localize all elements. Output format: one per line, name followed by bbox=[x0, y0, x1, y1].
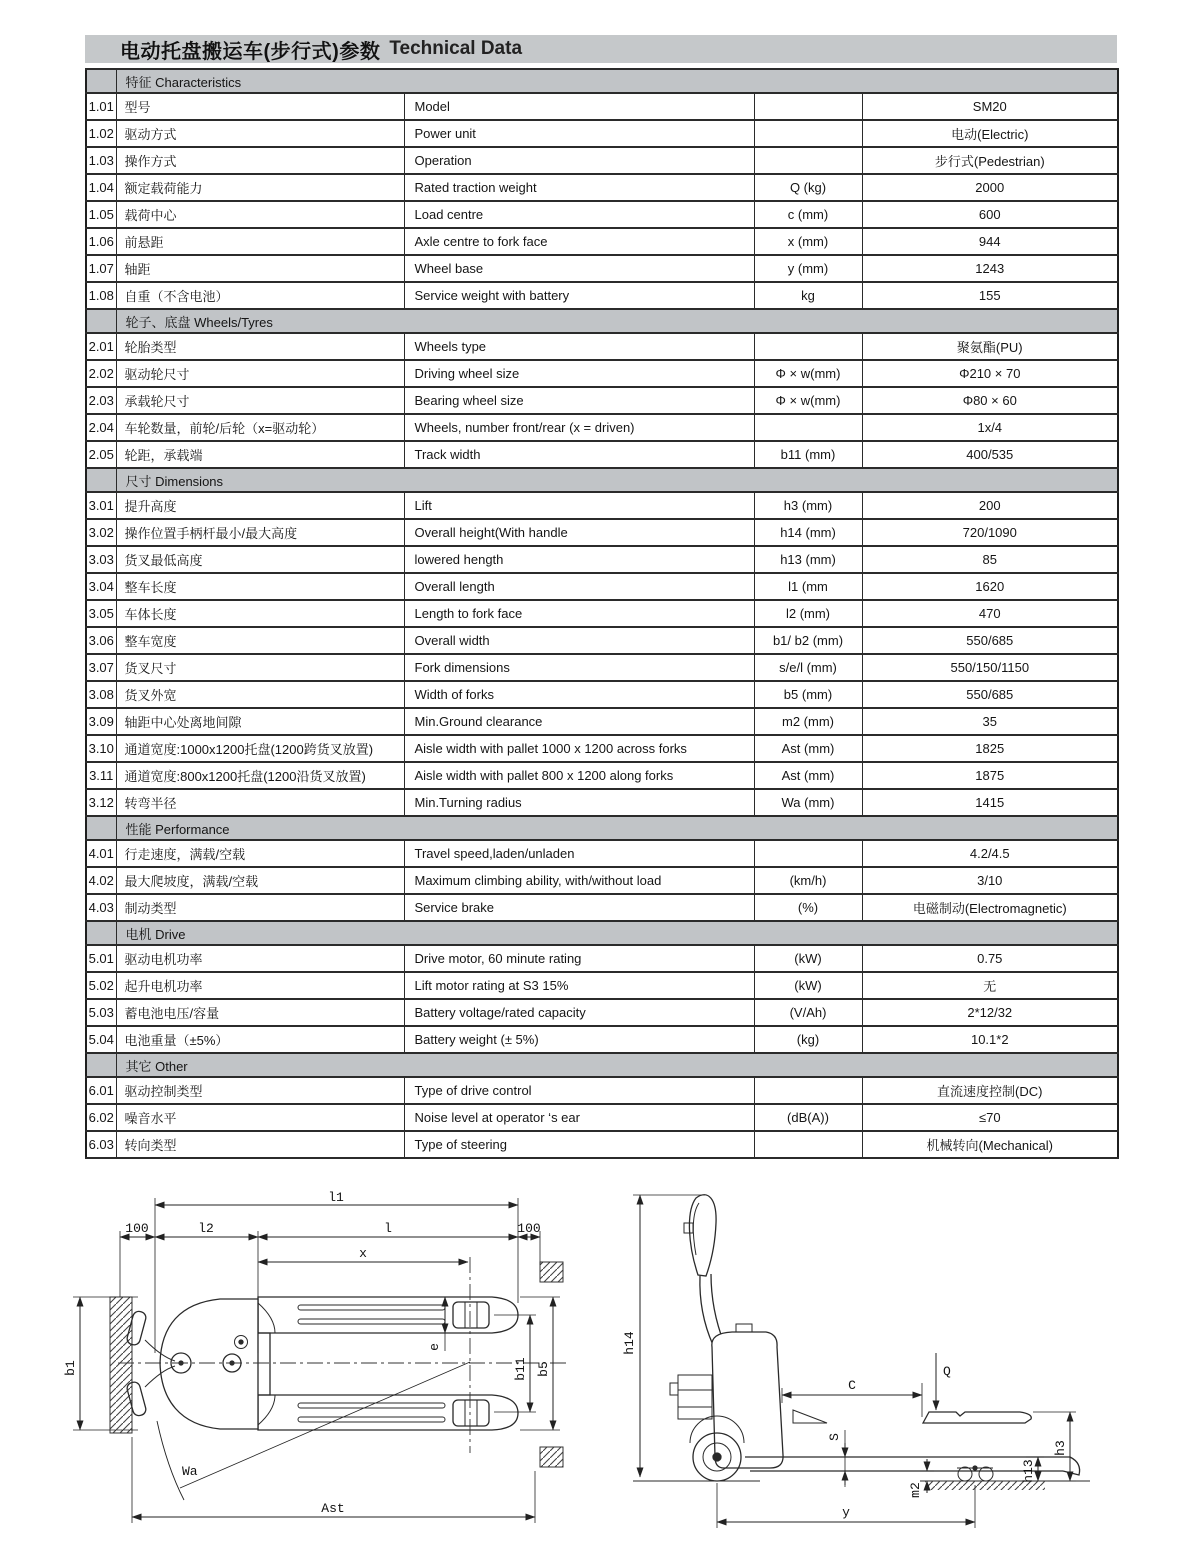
spec-row bbox=[86, 600, 1118, 627]
section-header-row bbox=[86, 1053, 1118, 1077]
unit-cell: (kg) bbox=[754, 1026, 862, 1053]
row-number-cell: 1.05 bbox=[86, 201, 116, 228]
load-wheel-bottom bbox=[453, 1400, 489, 1426]
name-zh-cell: 轮距，承载端 bbox=[116, 441, 404, 468]
spec-row bbox=[86, 1077, 1118, 1104]
row-number-cell: 3.04 bbox=[86, 573, 116, 600]
control-box bbox=[678, 1375, 712, 1419]
spec-row bbox=[86, 201, 1118, 228]
value-cell: 10.1*2 bbox=[862, 1026, 1118, 1053]
spec-row bbox=[86, 627, 1118, 654]
dim-label-b5: b5 bbox=[536, 1361, 551, 1377]
value-cell: 470 bbox=[862, 600, 1118, 627]
row-number-cell: 6.01 bbox=[86, 1077, 116, 1104]
row-number-cell: 1.08 bbox=[86, 282, 116, 309]
top-view-drawing bbox=[60, 1185, 620, 1560]
row-number-cell: 3.06 bbox=[86, 627, 116, 654]
value-cell: 400/535 bbox=[862, 441, 1118, 468]
name-en-cell: Track width bbox=[404, 441, 754, 468]
side-view-labels bbox=[622, 1331, 1068, 1520]
name-zh-cell: 前悬距 bbox=[116, 228, 404, 255]
wall-hatch-left bbox=[110, 1297, 132, 1433]
name-en-cell: Overall height(With handle bbox=[404, 519, 754, 546]
value-cell: 600 bbox=[862, 201, 1118, 228]
name-en-cell: Battery weight (± 5%) bbox=[404, 1026, 754, 1053]
unit-cell bbox=[754, 93, 862, 120]
name-zh-cell: 货叉最低高度 bbox=[116, 546, 404, 573]
spec-row bbox=[86, 147, 1118, 174]
name-zh-cell: 车体长度 bbox=[116, 600, 404, 627]
value-cell: Φ80 × 60 bbox=[862, 387, 1118, 414]
value-cell: 550/685 bbox=[862, 627, 1118, 654]
value-cell: 0.75 bbox=[862, 945, 1118, 972]
name-zh-cell: 制动类型 bbox=[116, 894, 404, 921]
unit-cell: Φ × w(mm) bbox=[754, 360, 862, 387]
spec-row bbox=[86, 972, 1118, 999]
dim-label-100-left: 100 bbox=[125, 1221, 149, 1236]
unit-cell: Φ × w(mm) bbox=[754, 387, 862, 414]
title-bar bbox=[85, 35, 1117, 63]
unit-cell: c (mm) bbox=[754, 201, 862, 228]
dim-label-h14: h14 bbox=[622, 1331, 637, 1355]
dim-label-y: y bbox=[842, 1505, 850, 1520]
value-cell: 1825 bbox=[862, 735, 1118, 762]
value-cell: 550/685 bbox=[862, 681, 1118, 708]
spec-row bbox=[86, 1026, 1118, 1053]
spec-row bbox=[86, 174, 1118, 201]
section-header-label: 轮子、底盘 Wheels/Tyres bbox=[116, 309, 1118, 333]
name-en-cell: Aisle width with pallet 1000 x 1200 across forks bbox=[404, 735, 754, 762]
dim-label-b1: b1 bbox=[63, 1360, 78, 1376]
name-en-cell: Noise level at operator ‘s ear bbox=[404, 1104, 754, 1131]
value-cell: 机械转向(Mechanical) bbox=[862, 1131, 1118, 1158]
spec-row bbox=[86, 894, 1118, 921]
name-en-cell: Type of drive control bbox=[404, 1077, 754, 1104]
name-zh-cell: 行走速度，满载/空载 bbox=[116, 840, 404, 867]
section-header-spacer bbox=[86, 69, 116, 93]
name-zh-cell: 噪音水平 bbox=[116, 1104, 404, 1131]
row-number-cell: 3.02 bbox=[86, 519, 116, 546]
value-cell: 4.2/4.5 bbox=[862, 840, 1118, 867]
unit-cell: Ast (mm) bbox=[754, 762, 862, 789]
spec-row bbox=[86, 441, 1118, 468]
row-number-cell: 3.08 bbox=[86, 681, 116, 708]
dim-label-b11: b11 bbox=[513, 1357, 528, 1381]
name-en-cell: Lift motor rating at S3 15% bbox=[404, 972, 754, 999]
unit-cell: (V/Ah) bbox=[754, 999, 862, 1026]
name-zh-cell: 驱动控制类型 bbox=[116, 1077, 404, 1104]
unit-cell bbox=[754, 414, 862, 441]
row-number-cell: 2.01 bbox=[86, 333, 116, 360]
name-zh-cell: 轮胎类型 bbox=[116, 333, 404, 360]
row-number-cell: 3.11 bbox=[86, 762, 116, 789]
name-en-cell: Axle centre to fork face bbox=[404, 228, 754, 255]
unit-cell: s/e/l (mm) bbox=[754, 654, 862, 681]
section-header-row bbox=[86, 69, 1118, 93]
value-cell: 85 bbox=[862, 546, 1118, 573]
spec-row bbox=[86, 387, 1118, 414]
name-en-cell: Wheels type bbox=[404, 333, 754, 360]
dim-label-l2: l2 bbox=[198, 1221, 214, 1236]
row-number-cell: 3.07 bbox=[86, 654, 116, 681]
dim-label-h13: h13 bbox=[1021, 1459, 1036, 1483]
name-en-cell: Min.Turning radius bbox=[404, 789, 754, 816]
name-en-cell: Lift bbox=[404, 492, 754, 519]
row-number-cell: 2.05 bbox=[86, 441, 116, 468]
row-number-cell: 1.04 bbox=[86, 174, 116, 201]
name-en-cell: Service weight with battery bbox=[404, 282, 754, 309]
unit-cell bbox=[754, 840, 862, 867]
section-header-label: 电机 Drive bbox=[116, 921, 1118, 945]
chassis-body bbox=[712, 1332, 783, 1468]
section-header-label: 性能 Performance bbox=[116, 816, 1118, 840]
row-number-cell: 1.02 bbox=[86, 120, 116, 147]
value-cell: 720/1090 bbox=[862, 519, 1118, 546]
name-zh-cell: 轴距 bbox=[116, 255, 404, 282]
spec-row bbox=[86, 708, 1118, 735]
dim-label-ast: Ast bbox=[321, 1501, 345, 1516]
name-zh-cell: 轴距中心处离地间隙 bbox=[116, 708, 404, 735]
value-cell: 1415 bbox=[862, 789, 1118, 816]
name-zh-cell: 蓄电池电压/容量 bbox=[116, 999, 404, 1026]
fork-gusset bbox=[793, 1410, 827, 1423]
name-zh-cell: 操作方式 bbox=[116, 147, 404, 174]
spec-row bbox=[86, 492, 1118, 519]
unit-cell: (kW) bbox=[754, 972, 862, 999]
raised-fork-profile bbox=[923, 1412, 1031, 1423]
dim-label-x: x bbox=[359, 1246, 367, 1261]
name-zh-cell: 通道宽度:800x1200托盘(1200沿货叉放置) bbox=[116, 762, 404, 789]
value-cell: 1x/4 bbox=[862, 414, 1118, 441]
dim-label-l1: l1 bbox=[328, 1190, 344, 1205]
name-en-cell: Model bbox=[404, 93, 754, 120]
top-view-labels bbox=[63, 1190, 551, 1516]
row-number-cell: 5.03 bbox=[86, 999, 116, 1026]
row-number-cell: 5.02 bbox=[86, 972, 116, 999]
unit-cell: x (mm) bbox=[754, 228, 862, 255]
dim-label-e: e bbox=[427, 1343, 442, 1351]
spec-row bbox=[86, 414, 1118, 441]
spec-row bbox=[86, 255, 1118, 282]
dim-label-q: Q bbox=[943, 1364, 951, 1379]
section-header-label: 特征 Characteristics bbox=[116, 69, 1118, 93]
row-number-cell: 3.05 bbox=[86, 600, 116, 627]
dim-label-l: l bbox=[384, 1221, 392, 1236]
spec-row bbox=[86, 228, 1118, 255]
name-zh-cell: 自重（不含电池） bbox=[116, 282, 404, 309]
spec-row bbox=[86, 93, 1118, 120]
row-number-cell: 1.03 bbox=[86, 147, 116, 174]
wall-hatch-top-right bbox=[540, 1262, 563, 1282]
unit-cell: kg bbox=[754, 282, 862, 309]
name-zh-cell: 型号 bbox=[116, 93, 404, 120]
spec-row bbox=[86, 945, 1118, 972]
section-header-spacer bbox=[86, 921, 116, 945]
spec-row bbox=[86, 867, 1118, 894]
dim-label-wa: Wa bbox=[182, 1464, 198, 1479]
name-en-cell: Width of forks bbox=[404, 681, 754, 708]
name-en-cell: Service brake bbox=[404, 894, 754, 921]
unit-cell: (km/h) bbox=[754, 867, 862, 894]
value-cell: 电磁制动(Electromagnetic) bbox=[862, 894, 1118, 921]
row-number-cell: 3.10 bbox=[86, 735, 116, 762]
spec-row bbox=[86, 789, 1118, 816]
unit-cell bbox=[754, 1077, 862, 1104]
load-wheel-top bbox=[453, 1302, 489, 1328]
name-zh-cell: 驱动轮尺寸 bbox=[116, 360, 404, 387]
value-cell: 944 bbox=[862, 228, 1118, 255]
unit-cell: (dB(A)) bbox=[754, 1104, 862, 1131]
name-en-cell: Overall width bbox=[404, 627, 754, 654]
value-cell: 155 bbox=[862, 282, 1118, 309]
unit-cell: (%) bbox=[754, 894, 862, 921]
top-view-dimensions bbox=[73, 1198, 560, 1523]
row-number-cell: 2.02 bbox=[86, 360, 116, 387]
wall-hatch-bottom-right bbox=[540, 1447, 563, 1467]
name-en-cell: Rated traction weight bbox=[404, 174, 754, 201]
name-en-cell: Drive motor, 60 minute rating bbox=[404, 945, 754, 972]
side-view-drawing bbox=[620, 1185, 1200, 1560]
unit-cell: y (mm) bbox=[754, 255, 862, 282]
value-cell: Φ210 × 70 bbox=[862, 360, 1118, 387]
page-title-en: Technical Data bbox=[389, 38, 523, 59]
unit-cell bbox=[754, 1131, 862, 1158]
name-en-cell: Wheels, number front/rear (x = driven) bbox=[404, 414, 754, 441]
name-zh-cell: 驱动电机功率 bbox=[116, 945, 404, 972]
spec-row bbox=[86, 1104, 1118, 1131]
name-zh-cell: 转向类型 bbox=[116, 1131, 404, 1158]
unit-cell: b5 (mm) bbox=[754, 681, 862, 708]
dim-label-c: C bbox=[848, 1378, 856, 1393]
value-cell: 聚氨酯(PU) bbox=[862, 333, 1118, 360]
spec-row bbox=[86, 333, 1118, 360]
name-zh-cell: 提升高度 bbox=[116, 492, 404, 519]
spec-table bbox=[85, 68, 1119, 1159]
section-header-spacer bbox=[86, 468, 116, 492]
row-number-cell: 4.01 bbox=[86, 840, 116, 867]
value-cell: 步行式(Pedestrian) bbox=[862, 147, 1118, 174]
section-header-row bbox=[86, 309, 1118, 333]
name-en-cell: Wheel base bbox=[404, 255, 754, 282]
name-en-cell: Driving wheel size bbox=[404, 360, 754, 387]
drive-unit-body bbox=[160, 1299, 258, 1429]
side-view-dimensions bbox=[633, 1195, 1076, 1528]
row-number-cell: 6.02 bbox=[86, 1104, 116, 1131]
row-number-cell: 5.01 bbox=[86, 945, 116, 972]
name-zh-cell: 车轮数量，前轮/后轮（x=驱动轮） bbox=[116, 414, 404, 441]
unit-cell: Q (kg) bbox=[754, 174, 862, 201]
row-number-cell: 2.04 bbox=[86, 414, 116, 441]
section-header-row bbox=[86, 468, 1118, 492]
spec-row bbox=[86, 735, 1118, 762]
value-cell: 1243 bbox=[862, 255, 1118, 282]
name-en-cell: Overall length bbox=[404, 573, 754, 600]
row-number-cell: 3.09 bbox=[86, 708, 116, 735]
name-zh-cell: 货叉尺寸 bbox=[116, 654, 404, 681]
value-cell: 1620 bbox=[862, 573, 1118, 600]
spec-row bbox=[86, 999, 1118, 1026]
row-number-cell: 6.03 bbox=[86, 1131, 116, 1158]
name-zh-cell: 承载轮尺寸 bbox=[116, 387, 404, 414]
section-header-row bbox=[86, 921, 1118, 945]
spec-row bbox=[86, 654, 1118, 681]
name-zh-cell: 电池重量（±5%） bbox=[116, 1026, 404, 1053]
value-cell: 200 bbox=[862, 492, 1118, 519]
unit-cell: h13 (mm) bbox=[754, 546, 862, 573]
spec-table-body bbox=[86, 69, 1118, 1158]
row-number-cell: 4.03 bbox=[86, 894, 116, 921]
row-number-cell: 1.07 bbox=[86, 255, 116, 282]
unit-cell bbox=[754, 147, 862, 174]
unit-cell: b1/ b2 (mm) bbox=[754, 627, 862, 654]
name-en-cell: Min.Ground clearance bbox=[404, 708, 754, 735]
name-zh-cell: 货叉外宽 bbox=[116, 681, 404, 708]
row-number-cell: 3.01 bbox=[86, 492, 116, 519]
dim-label-s: S bbox=[827, 1433, 842, 1441]
spec-row bbox=[86, 681, 1118, 708]
name-en-cell: Fork dimensions bbox=[404, 654, 754, 681]
value-cell: 1875 bbox=[862, 762, 1118, 789]
name-en-cell: Aisle width with pallet 800 x 1200 along forks bbox=[404, 762, 754, 789]
section-header-spacer bbox=[86, 816, 116, 840]
row-number-cell: 4.02 bbox=[86, 867, 116, 894]
name-en-cell: Length to fork face bbox=[404, 600, 754, 627]
name-en-cell: Type of steering bbox=[404, 1131, 754, 1158]
spec-row bbox=[86, 573, 1118, 600]
name-zh-cell: 额定载荷能力 bbox=[116, 174, 404, 201]
value-cell: 3/10 bbox=[862, 867, 1118, 894]
value-cell: 直流速度控制(DC) bbox=[862, 1077, 1118, 1104]
unit-cell bbox=[754, 120, 862, 147]
name-zh-cell: 起升电机功率 bbox=[116, 972, 404, 999]
name-en-cell: Power unit bbox=[404, 120, 754, 147]
load-roller-2 bbox=[979, 1467, 993, 1481]
name-zh-cell: 整车长度 bbox=[116, 573, 404, 600]
row-number-cell: 5.04 bbox=[86, 1026, 116, 1053]
name-zh-cell: 操作位置手柄杆最小/最大高度 bbox=[116, 519, 404, 546]
value-cell: 电动(Electric) bbox=[862, 120, 1118, 147]
row-number-cell: 1.06 bbox=[86, 228, 116, 255]
spec-row bbox=[86, 1131, 1118, 1158]
unit-cell: (kW) bbox=[754, 945, 862, 972]
unit-cell: Ast (mm) bbox=[754, 735, 862, 762]
spec-row bbox=[86, 519, 1118, 546]
value-cell: 35 bbox=[862, 708, 1118, 735]
unit-cell: h14 (mm) bbox=[754, 519, 862, 546]
name-zh-cell: 载荷中心 bbox=[116, 201, 404, 228]
section-header-row bbox=[86, 816, 1118, 840]
name-en-cell: Load centre bbox=[404, 201, 754, 228]
value-cell: ≤70 bbox=[862, 1104, 1118, 1131]
value-cell: 2*12/32 bbox=[862, 999, 1118, 1026]
name-zh-cell: 最大爬坡度，满载/空载 bbox=[116, 867, 404, 894]
spec-row bbox=[86, 282, 1118, 309]
name-en-cell: Travel speed,laden/unladen bbox=[404, 840, 754, 867]
spec-row bbox=[86, 120, 1118, 147]
row-number-cell: 3.12 bbox=[86, 789, 116, 816]
name-zh-cell: 整车宽度 bbox=[116, 627, 404, 654]
top-view-truck-outline bbox=[110, 1262, 563, 1467]
name-zh-cell: 驱动方式 bbox=[116, 120, 404, 147]
dim-label-h3: h3 bbox=[1053, 1440, 1068, 1456]
name-en-cell: Operation bbox=[404, 147, 754, 174]
dim-label-100-right: 100 bbox=[517, 1221, 541, 1236]
spec-row bbox=[86, 360, 1118, 387]
spec-row bbox=[86, 762, 1118, 789]
name-zh-cell: 转弯半径 bbox=[116, 789, 404, 816]
section-header-label: 其它 Other bbox=[116, 1053, 1118, 1077]
unit-cell: l2 (mm) bbox=[754, 600, 862, 627]
row-number-cell: 3.03 bbox=[86, 546, 116, 573]
spec-row bbox=[86, 840, 1118, 867]
unit-cell: m2 (mm) bbox=[754, 708, 862, 735]
value-cell: SM20 bbox=[862, 93, 1118, 120]
unit-cell: l1 (mm bbox=[754, 573, 862, 600]
section-header-label: 尺寸 Dimensions bbox=[116, 468, 1118, 492]
load-roller-1 bbox=[958, 1467, 972, 1481]
page-title-zh: 电动托盘搬运车(步行式)参数 bbox=[120, 40, 381, 63]
name-en-cell: Battery voltage/rated capacity bbox=[404, 999, 754, 1026]
value-cell: 550/150/1150 bbox=[862, 654, 1118, 681]
row-number-cell: 1.01 bbox=[86, 93, 116, 120]
unit-cell: b11 (mm) bbox=[754, 441, 862, 468]
unit-cell: Wa (mm) bbox=[754, 789, 862, 816]
name-zh-cell: 通道宽度:1000x1200托盘(1200跨货叉放置) bbox=[116, 735, 404, 762]
side-view-truck-outline bbox=[633, 1195, 1090, 1490]
value-cell: 无 bbox=[862, 972, 1118, 999]
dim-label-m2: m2 bbox=[908, 1482, 923, 1498]
name-en-cell: Maximum climbing ability, with/without load bbox=[404, 867, 754, 894]
section-header-spacer bbox=[86, 309, 116, 333]
value-cell: 2000 bbox=[862, 174, 1118, 201]
section-header-spacer bbox=[86, 1053, 116, 1077]
unit-cell bbox=[754, 333, 862, 360]
unit-cell: h3 (mm) bbox=[754, 492, 862, 519]
name-en-cell: Bearing wheel size bbox=[404, 387, 754, 414]
spec-row bbox=[86, 546, 1118, 573]
row-number-cell: 2.03 bbox=[86, 387, 116, 414]
name-en-cell: lowered hength bbox=[404, 546, 754, 573]
